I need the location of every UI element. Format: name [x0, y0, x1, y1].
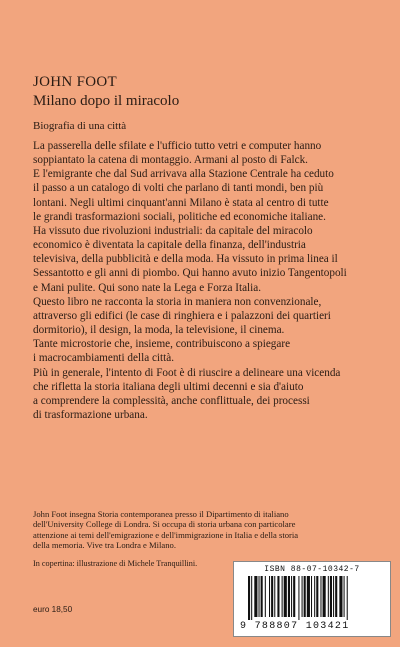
barcode-bar	[261, 576, 263, 617]
blurb-line: televisiva, della pubblicità e della moda. Ha vissuto in prima linea il	[33, 253, 338, 266]
barcode-bar	[254, 576, 257, 617]
barcode-bar	[302, 576, 303, 617]
barcode-bar	[269, 576, 270, 617]
bio-line: dell'University College di Londra. Si occupa di storia urbana con particolare	[33, 519, 296, 530]
barcode-bar	[320, 576, 321, 617]
blurb-line: che rifletta la storia italiana degli ultimi decenni e sia d'aiuto	[33, 380, 304, 393]
barcode-bar	[259, 576, 260, 617]
barcode-bar	[335, 576, 337, 617]
blurb-line: soppiantato la catena di montaggio. Armani al posto di Falck.	[33, 154, 308, 167]
cover-credit: In copertina: illustrazione di Michele Tranquillini.	[33, 559, 198, 568]
barcode-bar	[328, 576, 329, 617]
blurb-line: a comprendere la complessità, anche conflittuale, dei processi	[33, 394, 310, 407]
blurb-line: i macrocambiamenti della città.	[33, 352, 175, 365]
author-bio	[33, 509, 388, 551]
blurb-line: lontani. Negli ultimi cinquant'anni Milano è stata al centro di tutte	[33, 196, 329, 209]
barcode-bar	[307, 576, 310, 617]
blurb-line: Questo libro ne racconta la storia in maniera non convenzionale,	[33, 295, 322, 308]
barcode-bar	[282, 576, 283, 617]
blurb-line: di trasformazione urbana.	[33, 408, 148, 421]
ean-number: 9 788807 103421	[240, 621, 350, 632]
barcode-bar	[274, 576, 275, 617]
barcode-bar	[271, 576, 273, 617]
barcode-bar	[314, 576, 315, 617]
blurb-line: Più in generale, l'intento di Foot è di riuscire a delineare una vicenda	[33, 366, 341, 379]
barcode-bar	[265, 576, 266, 617]
barcode-bar	[298, 576, 299, 620]
book-title: Milano dopo il miracolo	[33, 93, 180, 109]
blurb-line: economico è diventata la capitale della finanza, dell'industria	[33, 239, 306, 252]
barcode-bar	[311, 576, 312, 617]
blurb-line: Tante microstorie che, insieme, contribuiscono a spiegare	[33, 338, 291, 351]
barcode-bar	[248, 576, 250, 620]
blurb-line: e Mani pulite. Qui sono nate la Lega e Forza Italia.	[33, 281, 262, 294]
barcode-bar	[333, 576, 334, 617]
barcode-bar	[339, 576, 342, 617]
barcode-bars	[248, 576, 376, 620]
blurb-line: La passerella delle sfilate e l'ufficio tutto vetri e computer hanno	[33, 140, 322, 152]
barcode	[233, 561, 391, 637]
blurb-line: Ha vissuto due rivoluzioni industriali: da capitale del miracolo	[33, 224, 313, 237]
isbn-number: ISBN 88-07-10342-7	[264, 565, 360, 574]
blurb-line: il passo a un catalogo di volti che parlano di tanti mondi, ben più	[33, 182, 324, 195]
barcode-bar	[330, 576, 332, 617]
blurb-line: le grandi trasformazioni sociali, politiche ed economiche italiane.	[33, 210, 326, 223]
blurb-line: E l'emigrante che dal Sud arrivava alla Stazione Centrale ha ceduto	[33, 168, 334, 181]
bio-line: John Foot insegna Storia contemporanea presso il Dipartimento di italiano	[33, 509, 289, 519]
blurb-line: attraverso gli edifici (le case di ringhiera e i palazzoni dei quartieri	[33, 309, 331, 322]
blurb-text	[33, 139, 388, 422]
barcode-bar	[316, 576, 318, 617]
bio-line: attenzione ai temi dell'emigrazione e dell'immigrazione in Italia e della storia	[33, 529, 299, 540]
barcode-bar	[347, 576, 348, 620]
price: euro 18,50	[33, 605, 73, 614]
barcode-bar	[323, 576, 326, 617]
author-name: JOHN FOOT	[33, 74, 117, 90]
blurb-line: dormitorio), il design, la moda, la televisione, il cinema.	[33, 324, 285, 337]
barcode-bar	[251, 576, 252, 620]
barcode-bar	[304, 576, 306, 617]
barcode-bar	[277, 576, 279, 617]
barcode-bar	[344, 576, 345, 617]
barcode-bar	[293, 576, 295, 617]
book-subtitle: Biografia di una città	[33, 120, 127, 132]
barcode-bar	[288, 576, 290, 617]
barcode-bar	[291, 576, 292, 617]
bio-line: della memoria. Vive tra Londra e Milano.	[33, 540, 176, 551]
blurb-line: Sessantotto e gli anni di piombo. Qui hanno avuto inizio Tangentopoli	[33, 267, 347, 280]
barcode-bar	[284, 576, 287, 617]
